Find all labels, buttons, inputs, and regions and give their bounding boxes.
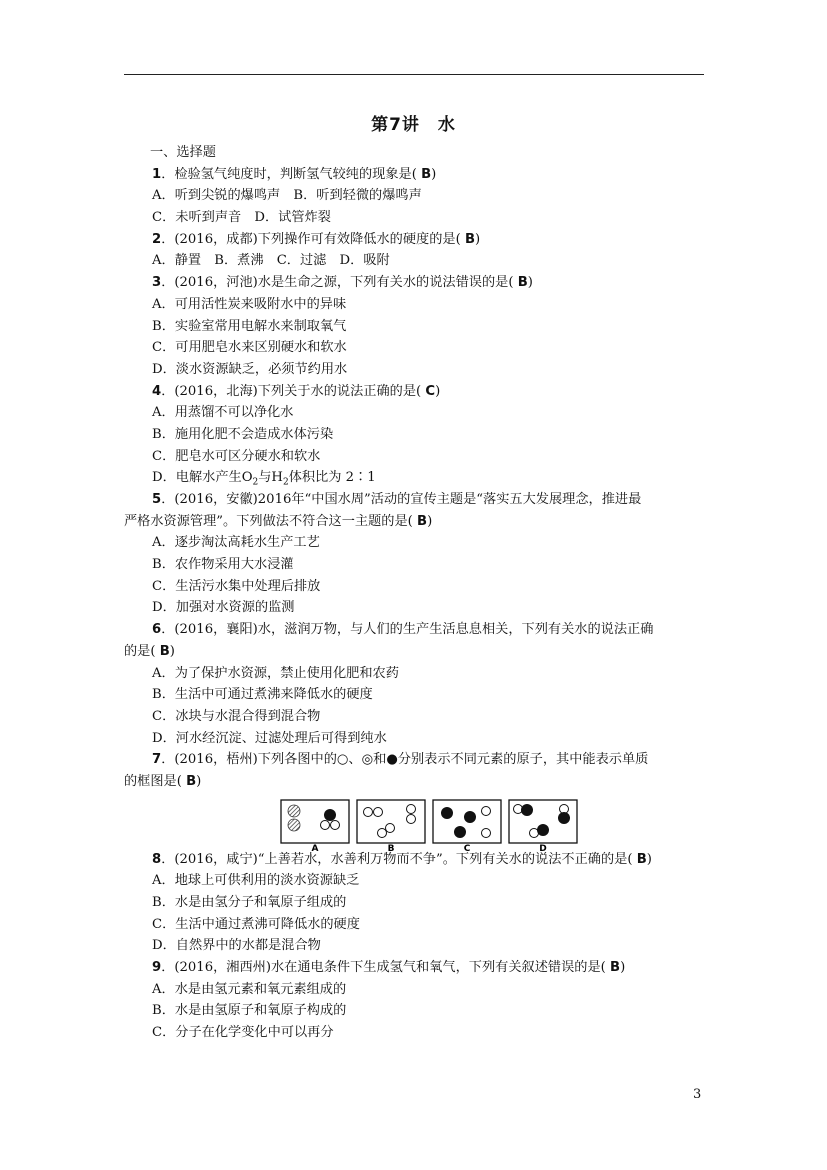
question-number: 9 <box>152 960 162 976</box>
option-text: D．电解水产生O <box>152 470 253 486</box>
option-line: A．静置 B．煮沸 C．过滤 D．吸附 <box>152 253 390 269</box>
option-text: 与H <box>258 470 283 486</box>
option-line: A．听到尖锐的爆鸣声 B．听到轻微的爆鸣声 <box>152 188 422 204</box>
question-stem: ．(2016，梧州)下列各图中的○、◎和●分别表示不同元素的原子，其中能表示单质 <box>161 752 649 768</box>
option-line: B．生活中可通过煮沸来降低水的硬度 <box>152 687 373 703</box>
question-8 <box>152 849 712 871</box>
option-line: A．逐步淘汰高耗水生产工艺 <box>152 535 320 551</box>
question-number: 4 <box>152 383 162 399</box>
question-9 <box>152 957 712 979</box>
question-stem: 严格水资源管理”。下列做法不符合这一主题的是( <box>124 513 413 529</box>
section-heading: 一、选择题 <box>150 145 216 160</box>
paren: ) <box>196 773 202 789</box>
subscript: 2 <box>282 477 289 488</box>
question-stem: ．检验氢气纯度时，判断氢气较纯的现象是( <box>161 166 417 182</box>
question-stem: ．(2016，北海)下列关于水的说法正确的是( <box>161 383 422 399</box>
option-line: D．自然界中的水都是混合物 <box>152 938 321 954</box>
paren: ) <box>646 851 652 867</box>
question-7-continued <box>124 771 712 793</box>
option-line: B．施用化肥不会造成水体污染 <box>152 426 334 442</box>
question-stem: 的是( <box>124 643 156 659</box>
option-line: A．用蒸馏不可以净化水 <box>152 405 294 421</box>
option-line: C．生活污水集中处理后排放 <box>152 578 321 594</box>
paren: ) <box>169 643 175 659</box>
question-stem: ．(2016，安徽)2016年“中国水周”活动的宣传主题是“落实五大发展理念，推进最 <box>161 492 642 507</box>
question-number: 1 <box>152 166 162 182</box>
atom-diagrams <box>280 799 580 851</box>
diagram-box-d <box>509 800 577 843</box>
question-number: 8 <box>152 851 162 867</box>
paren: ) <box>431 166 437 182</box>
option-line: C．未听到声音 D．试管炸裂 <box>152 210 331 226</box>
option-line: C．可用肥皂水来区别硬水和软水 <box>152 340 347 356</box>
answer: B <box>517 275 528 291</box>
answer: B <box>464 231 476 247</box>
paren: ) <box>620 960 626 976</box>
diagram-box-c <box>433 800 501 843</box>
question-number: 3 <box>152 275 162 291</box>
option-line: C．分子在化学变化中可以再分 <box>152 1025 334 1041</box>
question-1 <box>152 164 712 186</box>
diagram-label-c: C <box>463 843 471 851</box>
question-stem: ．(2016，襄阳)水，滋润万物，与人们的生产生活息息相关，下列有关水的说法正确 <box>161 622 654 638</box>
question-number: 5 <box>152 492 162 507</box>
option-line-d <box>152 467 712 489</box>
answer: B <box>610 960 621 976</box>
diagram-box-a <box>281 800 349 843</box>
diagram-box-b <box>357 800 425 843</box>
question-number: 2 <box>152 231 162 247</box>
diagram-label-b: B <box>387 843 395 851</box>
paren: ) <box>475 231 481 247</box>
question-number: 7 <box>152 752 162 768</box>
paren: ) <box>427 513 433 529</box>
answer: B <box>636 851 647 867</box>
question-stem: ．(2016，咸宁)“上善若水，水善利万物而不争”。下列有关水的说法不正确的是( <box>161 851 633 867</box>
option-line: B．水是由氢原子和氧原子构成的 <box>152 1003 347 1019</box>
option-line: B．实验室常用电解水来制取氧气 <box>152 318 347 334</box>
question-5-continued <box>124 511 712 533</box>
option-line: C．肥皂水可区分硬水和软水 <box>152 448 321 464</box>
question-2 <box>152 229 712 251</box>
answer: B <box>417 513 428 529</box>
option-line: A．可用活性炭来吸附水中的异味 <box>152 296 347 312</box>
question-stem: ．(2016，河池)水是生命之源，下列有关水的说法错误的是( <box>161 275 514 291</box>
option-line: D．淡水资源缺乏，必须节约用水 <box>152 361 348 377</box>
option-line: D．河水经沉淀、过滤处理后可得到纯水 <box>152 730 387 746</box>
option-text: 体积比为 2∶1 <box>288 470 376 486</box>
answer: B <box>186 773 197 789</box>
diagram-label-a: A <box>311 843 319 851</box>
answer: C <box>425 383 436 399</box>
question-number: 6 <box>152 622 162 638</box>
option-line: A．地球上可供利用的淡水资源缺乏 <box>152 873 360 889</box>
page-number: 3 <box>693 1087 702 1102</box>
header-rule <box>124 74 704 75</box>
option-line: B．农作物采用大水浸灌 <box>152 557 294 573</box>
option-line: B．水是由氢分子和氧原子组成的 <box>152 895 347 910</box>
answer: B <box>159 643 170 659</box>
question-5 <box>152 489 712 511</box>
option-line: A．为了保护水资源，禁止使用化肥和农药 <box>152 665 399 681</box>
question-6 <box>152 619 712 641</box>
subscript: 2 <box>252 477 259 488</box>
question-list <box>124 142 712 1044</box>
page-title: 第7讲 水 <box>371 115 456 135</box>
answer: B <box>421 166 432 182</box>
option-line: D．加强对水资源的监测 <box>152 600 295 616</box>
question-3 <box>152 272 712 294</box>
question-stem: ．(2016，湘西州)水在通电条件下生成氢气和氧气，下列有关叙述错误的是( <box>161 960 606 976</box>
question-4 <box>152 381 712 403</box>
question-stem: 的框图是( <box>124 773 182 789</box>
paren: ) <box>527 275 533 291</box>
option-line: C．冰块与水混合得到混合物 <box>152 708 321 724</box>
option-line: A．水是由氢元素和氧元素组成的 <box>152 981 347 997</box>
diagram-label-d: D <box>539 843 547 851</box>
question-stem: ．(2016，成都)下列操作可有效降低水的硬度的是( <box>161 231 461 247</box>
option-line: C．生活中通过煮沸可降低水的硬度 <box>152 916 360 932</box>
question-7 <box>152 749 712 771</box>
atom-diagram-row <box>152 793 712 849</box>
paren: ) <box>435 383 441 399</box>
question-6-continued <box>124 641 712 663</box>
